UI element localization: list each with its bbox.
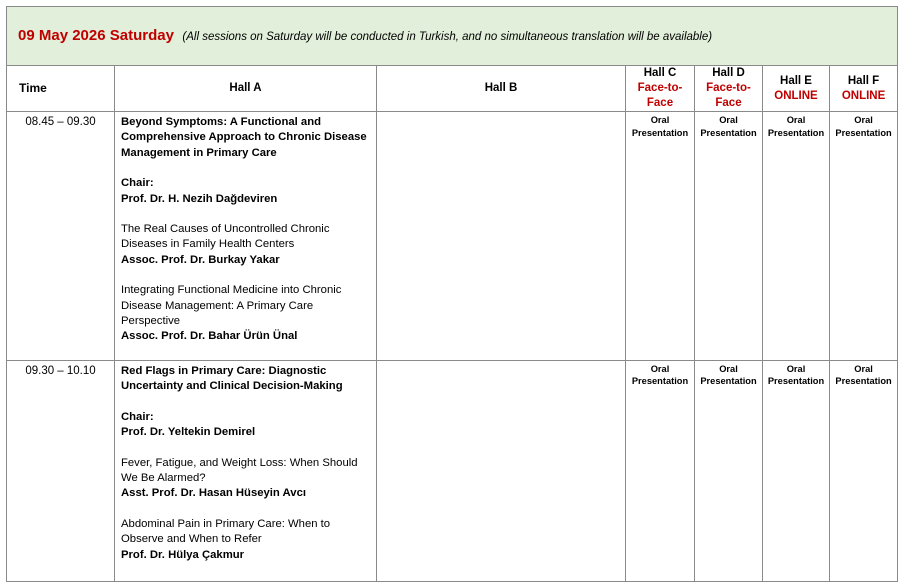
chair-label: Chair: — [121, 177, 154, 190]
hall-c-oral — [626, 360, 695, 581]
hall-d-mode-2: Face — [715, 97, 742, 109]
oral-label-2: Presentation — [767, 376, 825, 387]
header-hall-f — [830, 66, 898, 112]
header-hall-b: Hall B — [377, 66, 626, 112]
hall-c-mode-2: Face — [646, 97, 674, 109]
talk-speaker: Asst. Prof. Dr. Hasan Hüseyin Avcı — [121, 487, 306, 500]
schedule-table — [6, 6, 898, 582]
talk-speaker: Assoc. Prof. Dr. Burkay Yakar — [121, 253, 280, 266]
day-date: 09 May 2026 Saturday — [18, 27, 174, 44]
talk-block — [121, 456, 368, 502]
header-hall-a: Hall A — [115, 66, 377, 112]
hall-f-oral — [830, 360, 898, 581]
oral-label-2: Presentation — [631, 127, 689, 138]
oral-label-1: Oral — [650, 115, 670, 125]
hall-c-mode-1: Face-to- — [637, 82, 683, 94]
oral-label-1: Oral — [719, 363, 738, 374]
oral-label-1: Oral — [786, 363, 806, 374]
hall-f-oral — [830, 112, 898, 361]
session-time: 09.30 – 10.10 — [7, 360, 115, 581]
hall-f-mode: ONLINE — [841, 89, 886, 102]
hall-c-name: Hall C — [643, 67, 677, 79]
oral-label-1: Oral — [719, 115, 738, 125]
talk-speaker: Assoc. Prof. Dr. Bahar Ürün Ünal — [121, 330, 298, 343]
day-banner — [7, 7, 898, 66]
talk-block — [121, 222, 368, 268]
hall-b-session — [377, 112, 626, 361]
header-hall-e — [763, 66, 830, 112]
hall-e-oral — [763, 112, 830, 361]
hall-d-name: Hall D — [712, 67, 745, 79]
oral-label-2: Presentation — [631, 376, 689, 387]
hall-e-oral — [763, 360, 830, 581]
talk-title: Integrating Functional Medicine into Chronic Disease Management: A Primary Care Perspective — [121, 284, 342, 328]
chair-name: Prof. Dr. Yeltekin Demirel — [121, 426, 256, 439]
session-row — [7, 112, 898, 361]
talk-title: Fever, Fatigue, and Weight Loss: When Should We Be Alarmed? — [121, 456, 358, 484]
hall-d-mode-1: Face-to- — [706, 82, 751, 94]
oral-label-2: Presentation — [835, 376, 892, 387]
hall-d-oral — [695, 360, 763, 581]
hall-e-name: Hall E — [780, 74, 812, 87]
session-title: Red Flags in Primary Care: Diagnostic Uncertainty and Clinical Decision-Making — [121, 364, 343, 393]
day-note: (All sessions on Saturday will be conducted in Turkish, and no simultaneous translation will be available) — [182, 31, 713, 43]
header-hall-d — [695, 66, 763, 112]
hall-b-session — [377, 360, 626, 581]
chair-block — [121, 410, 368, 441]
session-title: Beyond Symptoms: A Functional and Comprehensive Approach to Chronic Disease Management in Primary Care — [121, 116, 367, 159]
talk-block — [121, 283, 368, 345]
oral-label-1: Oral — [854, 115, 873, 125]
oral-label-2: Presentation — [767, 127, 825, 138]
session-time: 08.45 – 09.30 — [7, 112, 115, 361]
oral-label-2: Presentation — [835, 127, 892, 138]
talk-block — [121, 517, 368, 563]
hall-a-session — [115, 112, 377, 361]
chair-name: Prof. Dr. H. Nezih Dağdeviren — [121, 192, 278, 205]
oral-label-1: Oral — [786, 115, 806, 125]
chair-block — [121, 176, 368, 207]
oral-label-2: Presentation — [700, 127, 757, 138]
oral-label-1: Oral — [650, 363, 670, 374]
oral-label-1: Oral — [854, 363, 873, 374]
session-row — [7, 360, 898, 581]
header-row — [7, 66, 898, 112]
talk-title: Abdominal Pain in Primary Care: When to Observe and When to Refer — [121, 517, 331, 546]
talk-speaker: Prof. Dr. Hülya Çakmur — [121, 548, 245, 561]
hall-f-name: Hall F — [847, 74, 880, 87]
hall-a-session — [115, 360, 377, 581]
hall-d-oral — [695, 112, 763, 361]
talk-title: The Real Causes of Uncontrolled Chronic Diseases in Family Health Centers — [121, 223, 330, 251]
header-time: Time — [7, 66, 115, 112]
hall-e-mode: ONLINE — [774, 89, 818, 102]
day-banner-row — [7, 7, 898, 66]
hall-c-oral — [626, 112, 695, 361]
header-hall-c — [626, 66, 695, 112]
oral-label-2: Presentation — [700, 376, 757, 387]
chair-label: Chair: — [121, 410, 154, 423]
